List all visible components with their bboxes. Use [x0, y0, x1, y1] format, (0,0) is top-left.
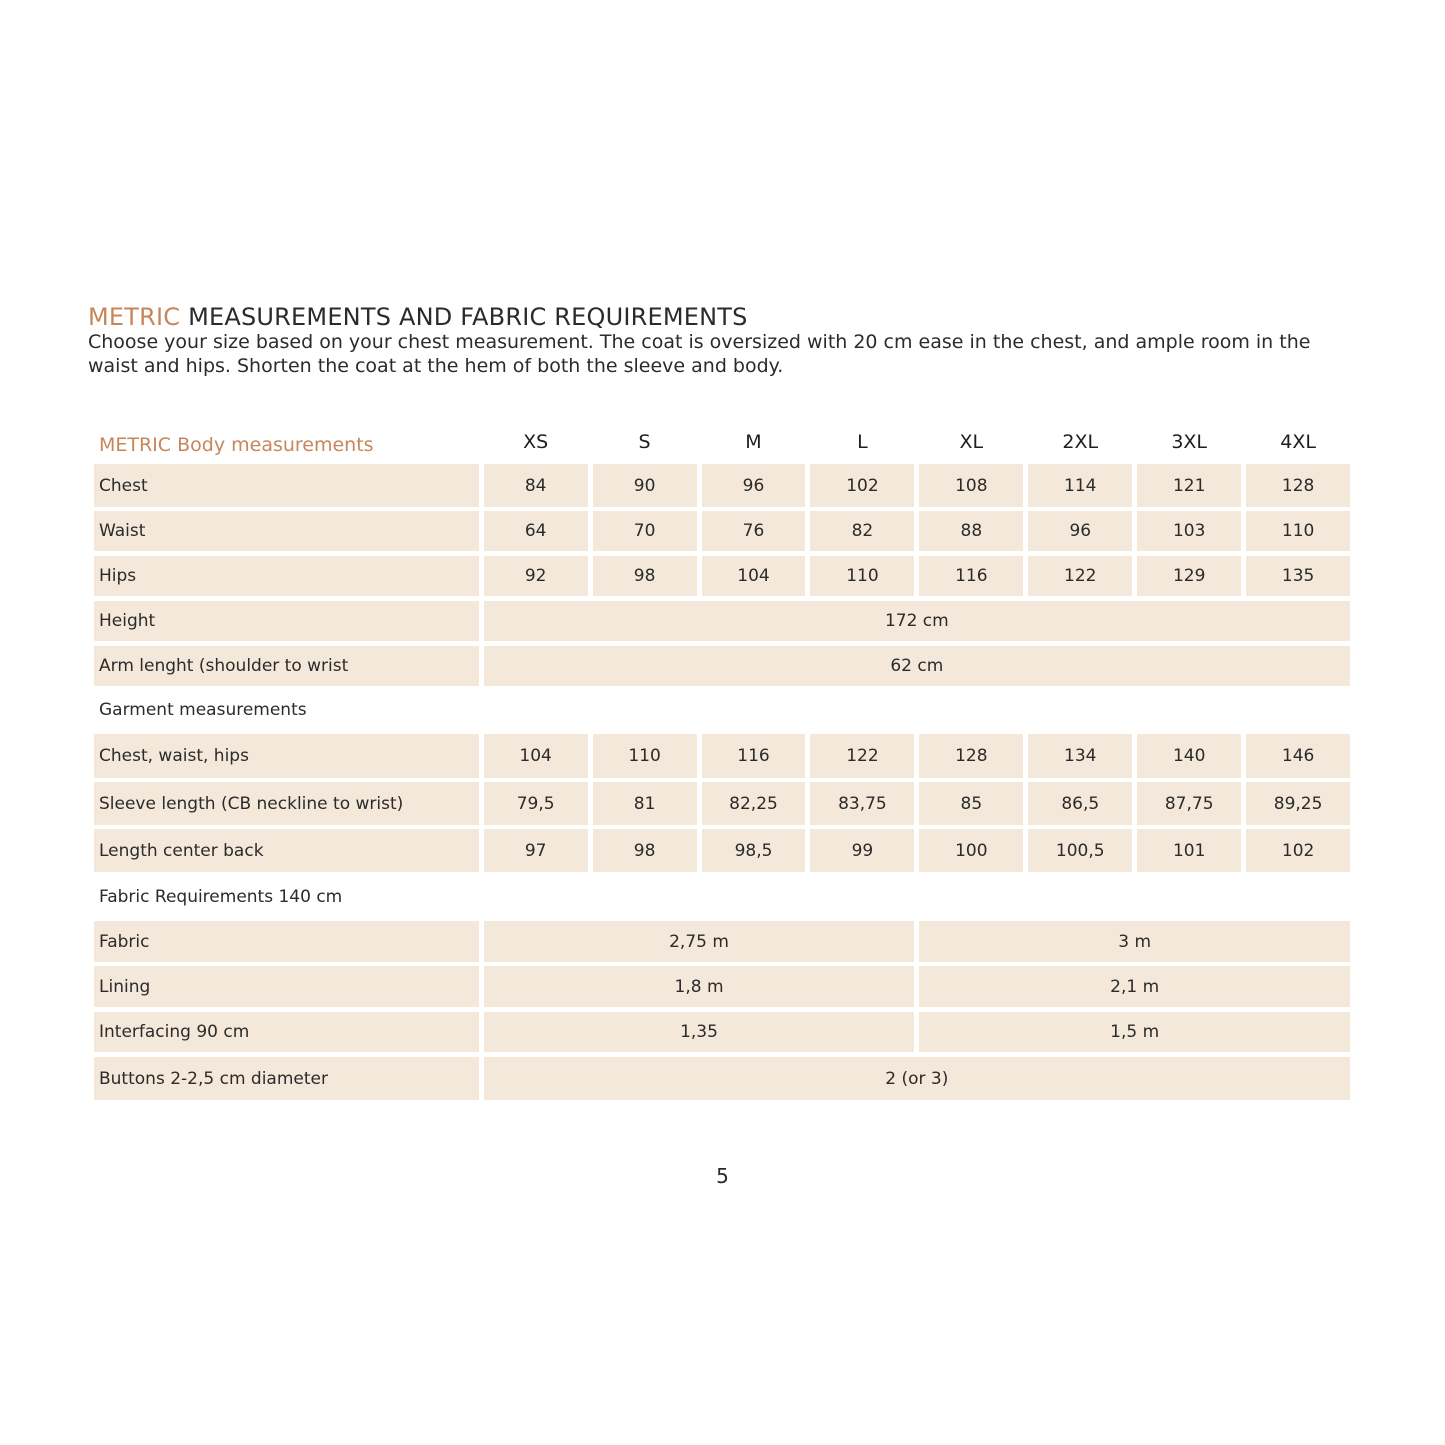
table-cell: 83,75: [810, 782, 914, 825]
table-cell: 129: [1137, 556, 1241, 596]
table-cell: 99: [810, 829, 914, 872]
section-label-garment: Garment measurements: [99, 700, 307, 720]
page-title: [88, 300, 748, 334]
table-cell: 85: [919, 782, 1023, 825]
table-cell-merged: 62 cm: [484, 646, 1350, 686]
table-cell: 110: [1246, 511, 1350, 551]
table-cell: 104: [702, 556, 806, 596]
measurement-table: [94, 420, 1350, 1100]
table-cell: 108: [919, 464, 1023, 507]
table-cell: 98,5: [702, 829, 806, 872]
table-row-chest: [94, 464, 1350, 507]
table-cell: 97: [484, 829, 588, 872]
size-header: S: [638, 431, 651, 453]
table-cell: 128: [919, 734, 1023, 778]
table-cell: 82: [810, 511, 914, 551]
size-header: XL: [959, 431, 984, 453]
table-cell: 98: [593, 556, 697, 596]
row-label: Height: [94, 601, 479, 641]
table-cell: 122: [810, 734, 914, 778]
table-cell: 110: [810, 556, 914, 596]
table-cell-merged: 3 m: [919, 921, 1350, 962]
table-cell: 100,5: [1028, 829, 1132, 872]
row-label: Length center back: [94, 829, 479, 872]
table-row-waist: [94, 511, 1350, 551]
table-row-height: [94, 601, 1350, 641]
table-header-label: METRIC Body measurements: [99, 434, 374, 456]
table-cell: 140: [1137, 734, 1241, 778]
size-header: 3XL: [1171, 431, 1208, 453]
row-label: Lining: [94, 966, 479, 1007]
table-cell: 114: [1028, 464, 1132, 507]
table-row-buttons: [94, 1057, 1350, 1100]
size-header: XS: [523, 431, 549, 453]
row-label: Waist: [94, 511, 479, 551]
table-cell-merged: 1,5 m: [919, 1012, 1350, 1052]
table-cell-merged: 1,8 m: [484, 966, 915, 1007]
table-row-garment-chest: [94, 734, 1350, 778]
table-cell: 128: [1246, 464, 1350, 507]
table-row-fabric: [94, 921, 1350, 962]
table-cell: 110: [593, 734, 697, 778]
table-cell: 122: [1028, 556, 1132, 596]
table-cell: 82,25: [702, 782, 806, 825]
table-cell-merged: 1,35: [484, 1012, 915, 1052]
table-cell: 104: [484, 734, 588, 778]
row-label: Chest, waist, hips: [94, 734, 479, 778]
size-header: 4XL: [1280, 431, 1316, 453]
table-cell: 92: [484, 556, 588, 596]
table-cell: 102: [810, 464, 914, 507]
table-cell: 135: [1246, 556, 1350, 596]
table-cell: 89,25: [1246, 782, 1350, 825]
table-row-arm: [94, 646, 1350, 686]
intro-paragraph: Choose your size based on your chest measurement. The coat is oversized with 20 cm ease in the chest, and ample room in the waist and hips. Shorten the coat at the hem of both the sleeve and body.: [88, 331, 1311, 377]
table-cell: 116: [702, 734, 806, 778]
table-row-length: [94, 829, 1350, 872]
row-label: Interfacing 90 cm: [94, 1012, 479, 1052]
table-cell: 64: [484, 511, 588, 551]
table-cell: 101: [1137, 829, 1241, 872]
title-rest: MEASUREMENTS AND FABRIC REQUIREMENTS: [180, 303, 748, 331]
table-cell-merged: 2,1 m: [919, 966, 1350, 1007]
section-label-fabric: Fabric Requirements 140 cm: [99, 886, 343, 907]
table-cell: 84: [484, 464, 588, 507]
table-cell-merged: 2 (or 3): [484, 1057, 1350, 1100]
size-header: L: [857, 431, 868, 453]
table-cell: 70: [593, 511, 697, 551]
table-cell: 90: [593, 464, 697, 507]
title-accent: METRIC: [88, 303, 181, 331]
table-row-hips: [94, 556, 1350, 596]
table-row-sleeve: [94, 782, 1350, 825]
size-header: M: [745, 431, 762, 453]
table-cell: 98: [593, 829, 697, 872]
table-cell: 76: [702, 511, 806, 551]
table-cell: 96: [1028, 511, 1132, 551]
table-cell: 116: [919, 556, 1023, 596]
row-label: Hips: [94, 556, 479, 596]
table-row-lining: [94, 966, 1350, 1007]
table-cell: 121: [1137, 464, 1241, 507]
table-row-interfacing: [94, 1012, 1350, 1052]
table-header-row: [94, 420, 1350, 464]
page-number: 5: [716, 1164, 729, 1188]
row-label: Sleeve length (CB neckline to wrist): [94, 782, 479, 825]
table-cell: 86,5: [1028, 782, 1132, 825]
table-cell: 103: [1137, 511, 1241, 551]
table-cell: 134: [1028, 734, 1132, 778]
row-label: Fabric: [94, 921, 479, 962]
row-label: Buttons 2-2,5 cm diameter: [94, 1057, 479, 1100]
table-cell: 146: [1246, 734, 1350, 778]
table-cell-merged: 172 cm: [484, 601, 1350, 641]
row-label: Arm lenght (shoulder to wrist: [94, 646, 479, 686]
row-label: Chest: [94, 464, 479, 507]
table-cell: 79,5: [484, 782, 588, 825]
table-cell: 102: [1246, 829, 1350, 872]
table-cell: 100: [919, 829, 1023, 872]
table-cell: 88: [919, 511, 1023, 551]
table-cell: 81: [593, 782, 697, 825]
table-cell-merged: 2,75 m: [484, 921, 915, 962]
table-cell: 96: [702, 464, 806, 507]
size-header: 2XL: [1062, 431, 1099, 453]
table-cell: 87,75: [1137, 782, 1241, 825]
